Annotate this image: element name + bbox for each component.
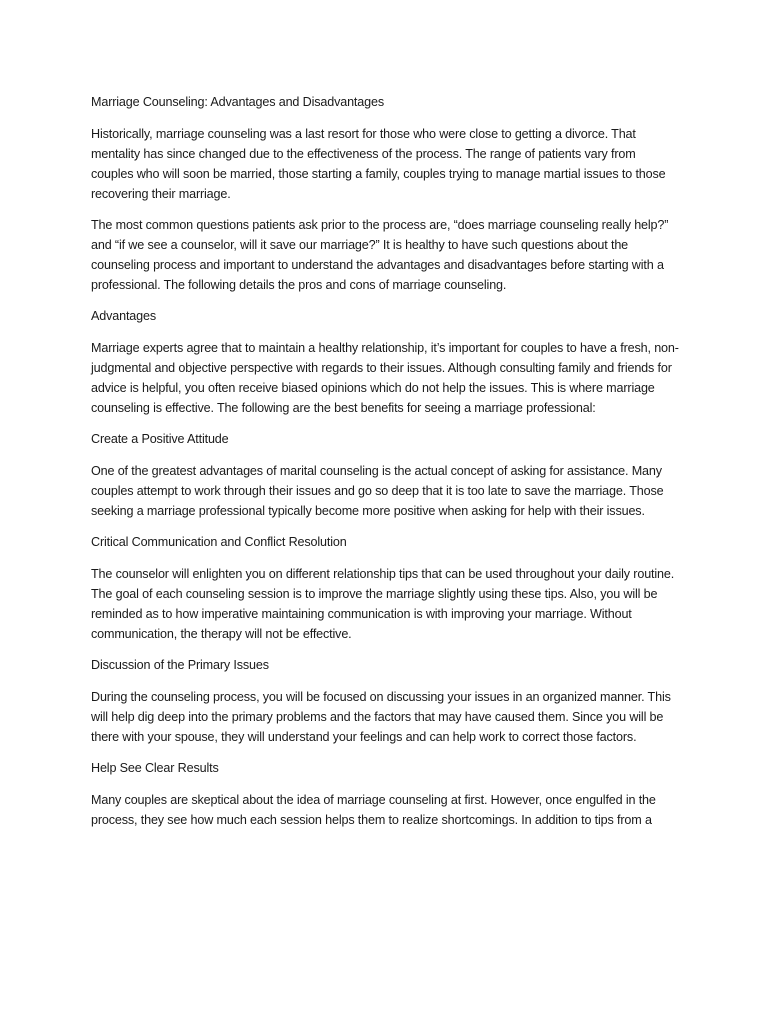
advantages-intro-paragraph: Marriage experts agree that to maintain a healthy relationship, it’s important for couples to have a fresh, non-judgmental and objective perspective with regards to their issues. Although consulting family and friends for advice is helpful, you often receive biased opinions which do not help the issues. This is where marriage counseling is effective. The following are the best benefits for seeing a marriage professional: xyxy=(91,341,679,415)
document-title: Marriage Counseling: Advantages and Disadvantages xyxy=(91,95,384,109)
intro-paragraph-2: The most common questions patients ask prior to the process are, “does marriage counseling really help?” and “if we see a counselor, will it save our marriage?” It is healthy to have such questions about the counseling process and important to understand the advantages and disadvantages before starting with a professional. The following details the pros and cons of marriage counseling. xyxy=(91,218,669,292)
section-heading-primary-issues: Discussion of the Primary Issues xyxy=(91,658,269,672)
section-body-positive-attitude: One of the greatest advantages of marital counseling is the actual concept of asking for assistance. Many couples attempt to work through their issues and go so deep that it is too late to save the marriage. Those seeking a marriage professional typically become more positive when asking for help with their issues. xyxy=(91,464,664,518)
section-heading-positive-attitude: Create a Positive Attitude xyxy=(91,432,229,446)
section-heading-clear-results: Help See Clear Results xyxy=(91,761,219,775)
section-body-primary-issues: During the counseling process, you will be focused on discussing your issues in an organized manner. This will help dig deep into the primary problems and the factors that may have caused them. Since you will be there with your spouse, they will understand your feelings and can help work to correct those factors. xyxy=(91,690,671,744)
section-heading-communication: Critical Communication and Conflict Resolution xyxy=(91,535,347,549)
section-body-clear-results: Many couples are skeptical about the idea of marriage counseling at first. However, once engulfed in the process, they see how much each session helps them to realize shortcomings. In addition to tips from a xyxy=(91,793,656,827)
document-page xyxy=(91,92,681,841)
intro-paragraph-1: Historically, marriage counseling was a last resort for those who were close to getting a divorce. That mentality has since changed due to the effectiveness of the process. The range of patients vary from couples who will soon be married, those starting a family, couples trying to manage martial issues to those recovering their marriage. xyxy=(91,127,666,201)
section-body-communication: The counselor will enlighten you on different relationship tips that can be used throughout your daily routine. The goal of each counseling session is to improve the marriage slightly using these tips. Also, you will be reminded as to how imperative maintaining communication is with improving your marriage. Without communication, the therapy will not be effective. xyxy=(91,567,675,641)
advantages-heading: Advantages xyxy=(91,309,157,323)
